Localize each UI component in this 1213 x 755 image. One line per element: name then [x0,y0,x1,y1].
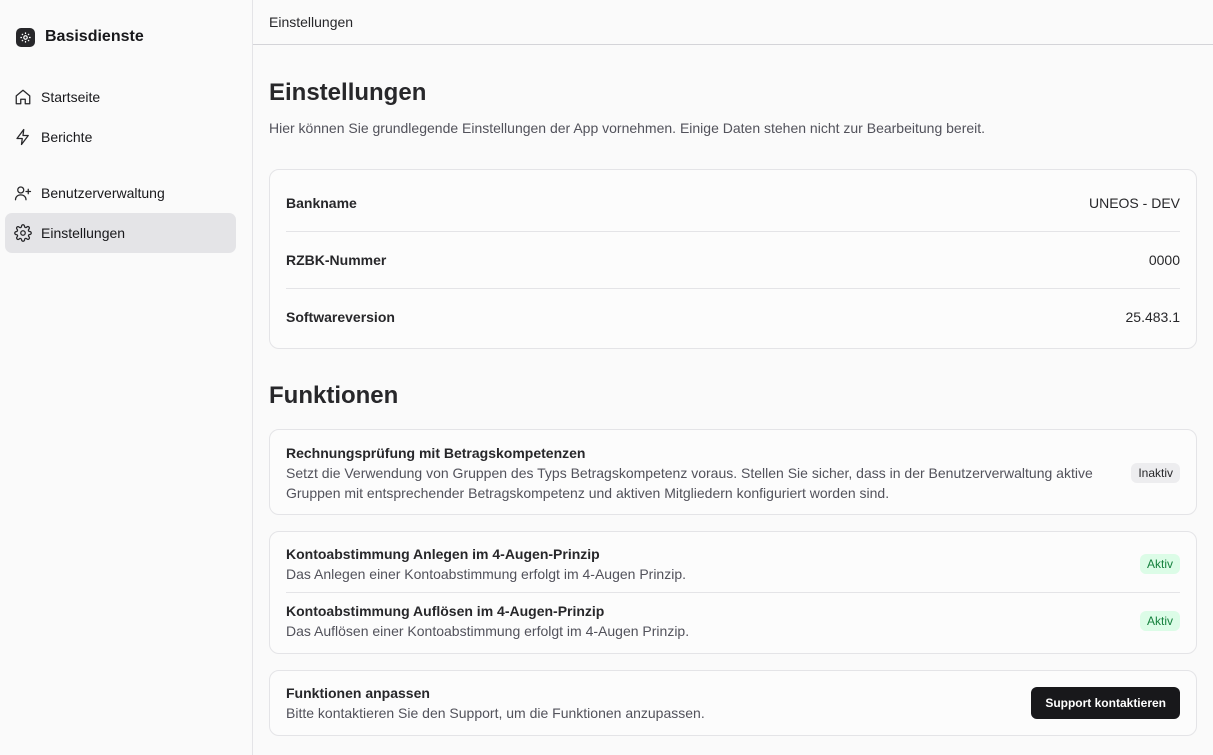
status-badge: Inaktiv [1131,463,1180,483]
info-value: UNEOS - DEV [1088,194,1180,211]
feature-description: Setzt die Verwendung von Gruppen des Typs Betragskompetenz voraus. Stellen Sie sicher, dass in der Benutzerverwaltung aktive Gruppen mit entsprechender Betragskompetenz und aktiven Mitgliedern konfiguriert worden sind. [286,465,1093,501]
sidebar-item-berichte[interactable] [5,117,236,157]
feature-card [269,429,1197,515]
sidebar-item-startseite[interactable] [5,77,236,117]
app-logo-icon [16,28,35,47]
feature-description: Das Auflösen einer Kontoabstimmung erfolgt im 4-Augen Prinzip. [286,623,690,639]
brand[interactable] [16,26,144,48]
feature-description: Das Anlegen einer Kontoabstimmung erfolgt im 4-Augen Prinzip. [286,566,686,582]
page-subtitle: Hier können Sie grundlegende Einstellungen der App vornehmen. Einige Daten stehen nicht zur Bearbeitung bereit. [269,120,986,136]
info-row-rzbk [286,231,1180,288]
info-label: Softwareversion [286,308,395,325]
breadcrumb [253,0,1213,45]
sidebar-item-einstellungen[interactable] [5,213,236,253]
contact-support-button[interactable]: Support kontaktieren [1031,687,1180,719]
home-icon [14,88,32,106]
sidebar-item-label: Einstellungen [41,225,126,241]
page-title: Einstellungen [269,79,427,106]
customize-card [269,670,1197,736]
sidebar-item-label: Berichte [41,129,93,145]
info-row-bankname [286,174,1180,231]
feature-title: Rechnungsprüfung mit Betragskompetenzen [286,445,586,461]
user-plus-icon [14,184,32,202]
app-title: Basisdienste [45,28,144,45]
customize-title: Funktionen anpassen [286,685,430,701]
sidebar-item-benutzerverwaltung[interactable] [5,173,236,213]
info-card [269,169,1197,349]
customize-item [286,683,1180,723]
sidebar-item-label: Startseite [41,89,101,105]
divider [286,592,1180,593]
feature-item [286,443,1180,503]
info-label: RZBK-Nummer [286,251,387,268]
feature-title: Kontoabstimmung Auflösen im 4-Augen-Prinzip [286,603,605,619]
sidebar-item-label: Benutzerverwaltung [41,185,165,201]
sidebar [0,0,253,755]
feature-card [269,531,1197,654]
gear-icon [14,224,32,242]
status-badge: Aktiv [1140,554,1180,574]
feature-item [286,544,1180,584]
feature-title: Kontoabstimmung Anlegen im 4-Augen-Prinzip [286,546,600,562]
lightning-icon [14,128,32,146]
breadcrumb-current: Einstellungen [269,14,354,30]
info-value: 0000 [1148,251,1180,268]
section-title-funktionen: Funktionen [269,382,399,409]
info-row-softwareversion [286,288,1180,345]
feature-item [286,601,1180,641]
info-label: Bankname [286,194,357,211]
customize-description: Bitte kontaktieren Sie den Support, um die Funktionen anzupassen. [286,705,705,721]
status-badge: Aktiv [1140,611,1180,631]
info-value: 25.483.1 [1125,308,1180,325]
